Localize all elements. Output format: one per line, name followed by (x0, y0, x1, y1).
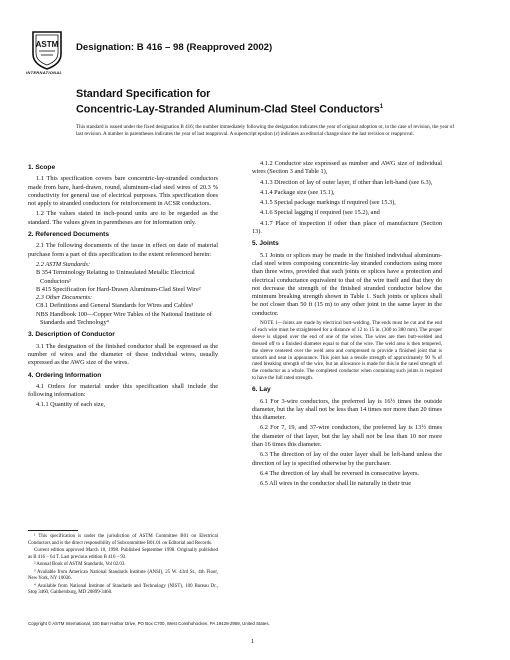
paragraph-4-1-5: 4.1.5 Special package markings if required (see 15.3), (260, 199, 396, 207)
section-heading-joints: 5. Joints (252, 240, 279, 248)
paragraph-4-1-6: 4.1.6 Special lagging if required (see 15.2), and (260, 209, 380, 217)
paragraph-2-2: 2.2 ASTM Standards: (36, 260, 91, 268)
section-heading-scope: 1. Scope (28, 164, 56, 171)
paragraph-4-1: 4.1 Orders for material under this specification shall include the following information: (28, 382, 218, 399)
astm-logo-icon (30, 30, 64, 70)
paragraph-4-1-7: 4.1.7 Place of inspection if other than place of manufacture (Section 13). (252, 219, 442, 236)
paragraph-4-1-2: 4.1.2 Conductor size expressed as number and AWG size of individual wires (Section 3 and Table 1), (252, 160, 442, 176)
footnote-2: ² Annual Book of ASTM Standards, Vol 02.03. (34, 562, 126, 567)
title-line-2 (76, 101, 383, 117)
paragraph-6-2: 6.2 For 7, 19, and 37-wire conductors, the preferred lay is 13½ times the diameter of that layer, but the lay shall not be less than 10 nor more than 16 times this diameter. (252, 424, 442, 448)
designation: Designation: B 416 – 98 (Reapproved 2002) (76, 42, 273, 53)
paragraph-1-2: 1.2 The values stated in inch-pound units are to be regarded as the standard. The values given in parentheses are for information only. (28, 210, 218, 226)
copyright-notice: Copyright © ASTM International, 100 Barr Harbor Drive, PO Box C700, West Conshohocken, PA 19428-2959, United States. (28, 621, 270, 626)
reference-b415: B 415 Specification for Hard-Drawn Aluminum-Clad Steel Wire² (36, 285, 201, 293)
footnote-1: ¹ This specification is under the jurisdiction of ASTM Committee B01 on Electrical Conductors and is the direct responsibility of Subcommittee B01.01 on Editorial and Records. (28, 534, 218, 546)
issuance-notice: This standard is issued under the fixed designation B 416; the number immediately following the designation indicates the year of original adoption or, in the case of revision, the year of last revision. A number in parentheses indicates the year of last reapproval. A superscript epsilon (ε) indicates an editorial change since the last revision or reapproval. (76, 124, 455, 138)
svg-text:ASTM: ASTM (35, 40, 59, 49)
paragraph-5-1: 5.1 Joints or splices may be made in the finished individual aluminum-clad steel wires composing concentric-lay stranded conductors using more than three wires, provided that such joints or splices have a protection and electrical conductance equivalent to that of the wire itself and that they do not decrease the strength of the finished stranded conductor below the minimum breaking strength shown in Table 1. Such joints or splices shall be not closer than 50 ft (15 m) to any other joint in the same layer in the conductor. (252, 251, 442, 317)
page-title (76, 88, 383, 117)
reference-c81: C8.1 Definitions and General Standards for Wires and Cables³ (36, 302, 193, 310)
reference-nbs: NBS Handbook 100—Copper Wire Tables of the National Institute of Standards and Technology⁴ (36, 310, 212, 327)
footnote-divider (28, 530, 78, 531)
section-heading-description: 3. Description of Conductor (28, 331, 115, 339)
footnotes (28, 530, 218, 598)
section-heading-referenced-documents: 2. Referenced Documents (28, 231, 109, 239)
left-column (28, 160, 218, 412)
paragraph-4-1-4: 4.1.4 Package size (see 15.1), (260, 188, 335, 196)
title-line-1: Standard Specification for (76, 88, 211, 100)
paragraph-2-1: 2.1 The following documents of the issue in effect on date of material purchase form a part of this specification to the extent referenced herein: (28, 242, 218, 258)
note-1: NOTE 1—Joints are made by electrical butt-welding. The ends must be cut and the end of each wire must be straightened for a distance of 12 to 15 in. (300 to 380 mm). The proper sleeve is slipped over the end of one of the wires. The wires are then butt-welded and dressed off to a finished diameter equal to that of the wire. The weld area is then tempered, the sleeve centered over the weld area and compressed to provide a finished joint that is smooth and neat in appearance. This joint has a tensile strength of approximately 90 % of rated breaking strength of the wire, but an allowance is made for this in the rated strength of the conductor as a whole. The completed conductor when containing such joints is required to have the full rated strength. (252, 320, 442, 382)
logo-caption: INTERNATIONAL (26, 70, 63, 75)
paragraph-3-1: 3.1 The designation of the finished conductor shall be expressed as the number of wires and the diameter of these individual wires, usually expressed as the AWG size of the wires. (28, 342, 218, 367)
paragraph-2-3: 2.3 Other Documents: (36, 294, 93, 302)
section-heading-lay: 6. Lay (252, 386, 271, 394)
paragraph-6-3: 6.3 The direction of lay of the outer layer shall be left-hand unless the direction of lay is specified otherwise by the purchaser. (252, 451, 442, 467)
paragraph-4-1-1: 4.1.1 Quantity of each size, (36, 401, 106, 409)
title-line-2-text: Concentric-Lay-Stranded Aluminum-Clad Steel Conductors (76, 103, 380, 116)
paragraph-6-5: 6.5 All wires in the conductor shall lie naturally in their true (260, 480, 412, 488)
paragraph-4-1-3: 4.1.3 Direction of lay of outer layer, if other than left-hand (see 6.3), (260, 178, 433, 186)
paragraph-6-4: 6.4 The direction of lay shall be reversed in consecutive layers. (260, 469, 419, 477)
paragraph-6-1: 6.1 For 3-wire conductors, the preferred lay is 16½ times the outside diameter, but the lay shall not be less than 14 times nor more than 20 times this diameter. (252, 397, 442, 422)
paragraph-1-1: 1.1 This specification covers bare concentric-lay-stranded conductors made from bare, hard-drawn, round, aluminum-clad steel wires of 20.3 % conductivity for general use of electrical purposes. This specification does not apply to stranded conductors for reinforcement in ACSR conductors. (28, 175, 218, 208)
title-footnote-ref: 1 (379, 104, 384, 110)
right-column (252, 160, 442, 490)
footnote-3: ³ Available from American National Standards Institute (ANSI), 25 W. 43rd St., 4th Floor, New York, NY 10036. (28, 569, 218, 581)
reference-b354: B 354 Terminology Relating to Uninsulated Metallic Electrical Conductors² (36, 269, 195, 285)
footnote-1-edition: Current edition approved March 10, 1998. Published September 1998. Originally published as B 416 – 64 T. Last previous edition B 416 – 93. (28, 548, 218, 560)
section-heading-ordering: 4. Ordering Information (28, 371, 102, 379)
footnote-4: ⁴ Available from National Institute of Standards and Technology (NIST), 100 Bureau Dr., Stop 3460, Gaithersburg, MD 20899-3460. (28, 583, 218, 595)
page-number: 1 (251, 638, 255, 645)
